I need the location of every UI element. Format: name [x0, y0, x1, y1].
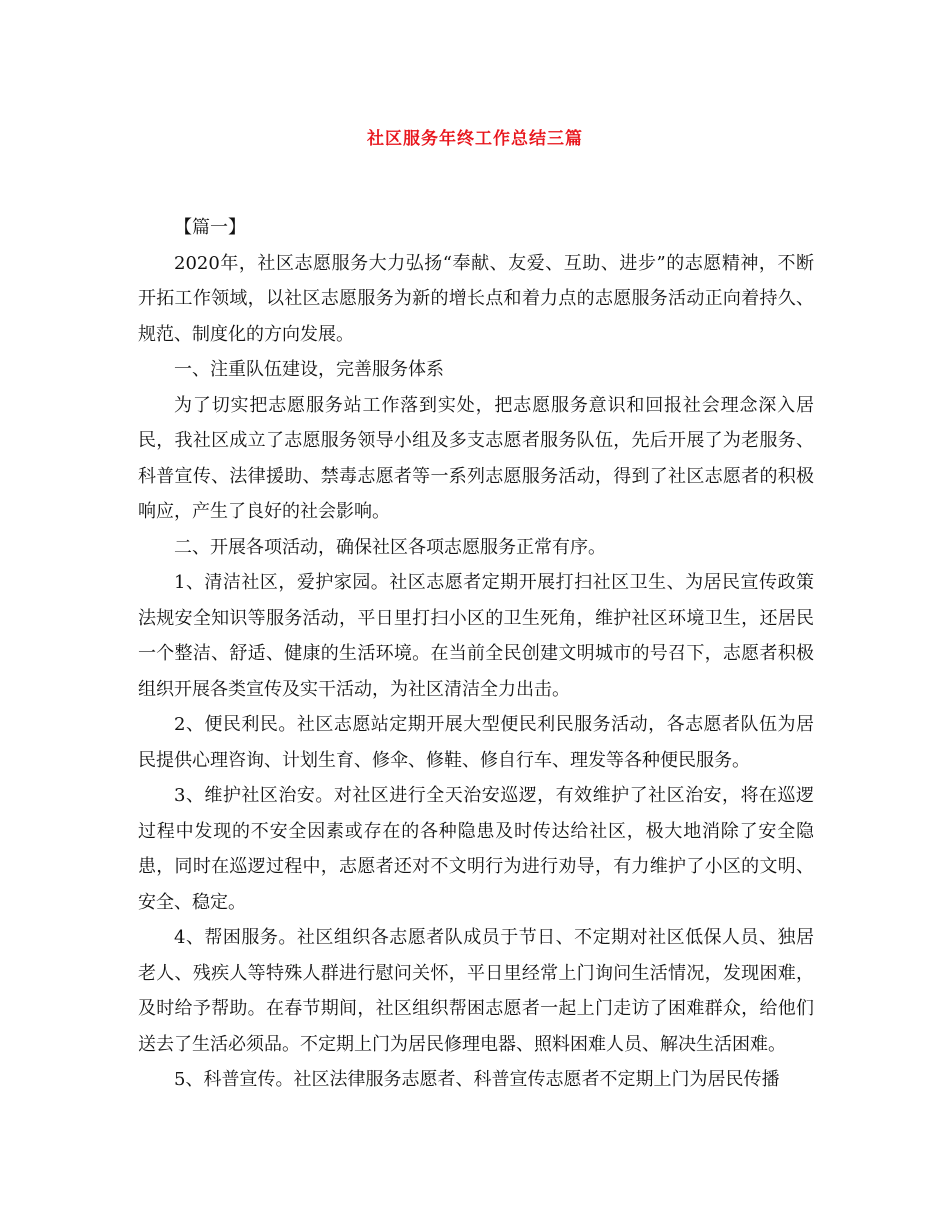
- subheading: 二、开展各项活动，确保社区各项志愿服务正常有序。: [174, 536, 606, 558]
- paragraph: 2020年，社区志愿服务大力弘扬“奉献、友爱、互助、进步”的志愿精神，不断开拓工作领域，以社区志愿服务为新的增长点和着力点的志愿服务活动正向着持久、规范、制度化的方向发展。: [138, 252, 814, 345]
- paragraph: 2、便民利民。社区志愿站定期开展大型便民利民服务活动，各志愿者队伍为居民提供心理咨询、计划生育、修伞、修鞋、修自行车、理发等各种便民服务。: [138, 714, 814, 771]
- document-body: [138, 210, 814, 1098]
- section-heading: 【篇一】: [174, 217, 246, 238]
- paragraph: 3、维护社区治安。对社区进行全天治安巡逻，有效维护了社区治安，将在巡逻过程中发现的不安全因素或存在的各种隐患及时传达给社区，极大地消除了安全隐患，同时在巡逻过程中，志愿者还对不文明行为进行劝导，有力维护了小区的文明、安全、稳定。: [138, 785, 814, 913]
- paragraph: 5、科普宣传。社区法律服务志愿者、科普宣传志愿者不定期上门为居民传播: [174, 1069, 780, 1090]
- document-title: 社区服务年终工作总结三篇: [367, 129, 583, 149]
- paragraph: 1、清洁社区，爱护家园。社区志愿者定期开展打扫社区卫生、为居民宣传政策法规安全知识等服务活动，平日里打扫小区的卫生死角，维护社区环境卫生，还居民一个整洁、舒适、健康的生活环境。在当前全民创建文明城市的号召下，志愿者积极组织开展各类宣传及实干活动，为社区清洁全力出击。: [138, 572, 814, 700]
- paragraph: 4、帮困服务。社区组织各志愿者队成员于节日、不定期对社区低保人员、独居老人、残疾人等特殊人群进行慰问关怀，平日里经常上门询问生活情况，发现困难，及时给予帮助。在春节期间，社区组织帮困志愿者一起上门走访了困难群众，给他们送去了生活必须品。不定期上门为居民修理电器、照料困难人员、解决生活困难。: [138, 927, 814, 1055]
- paragraph: 为了切实把志愿服务站工作落到实处，把志愿服务意识和回报社会理念深入居民，我社区成立了志愿服务领导小组及多支志愿者服务队伍，先后开展了为老服务、科普宣传、法律援助、禁毒志愿者等一系列志愿服务活动，得到了社区志愿者的积极响应，产生了良好的社会影响。: [138, 394, 814, 522]
- subheading: 一、注重队伍建设，完善服务体系: [174, 359, 444, 380]
